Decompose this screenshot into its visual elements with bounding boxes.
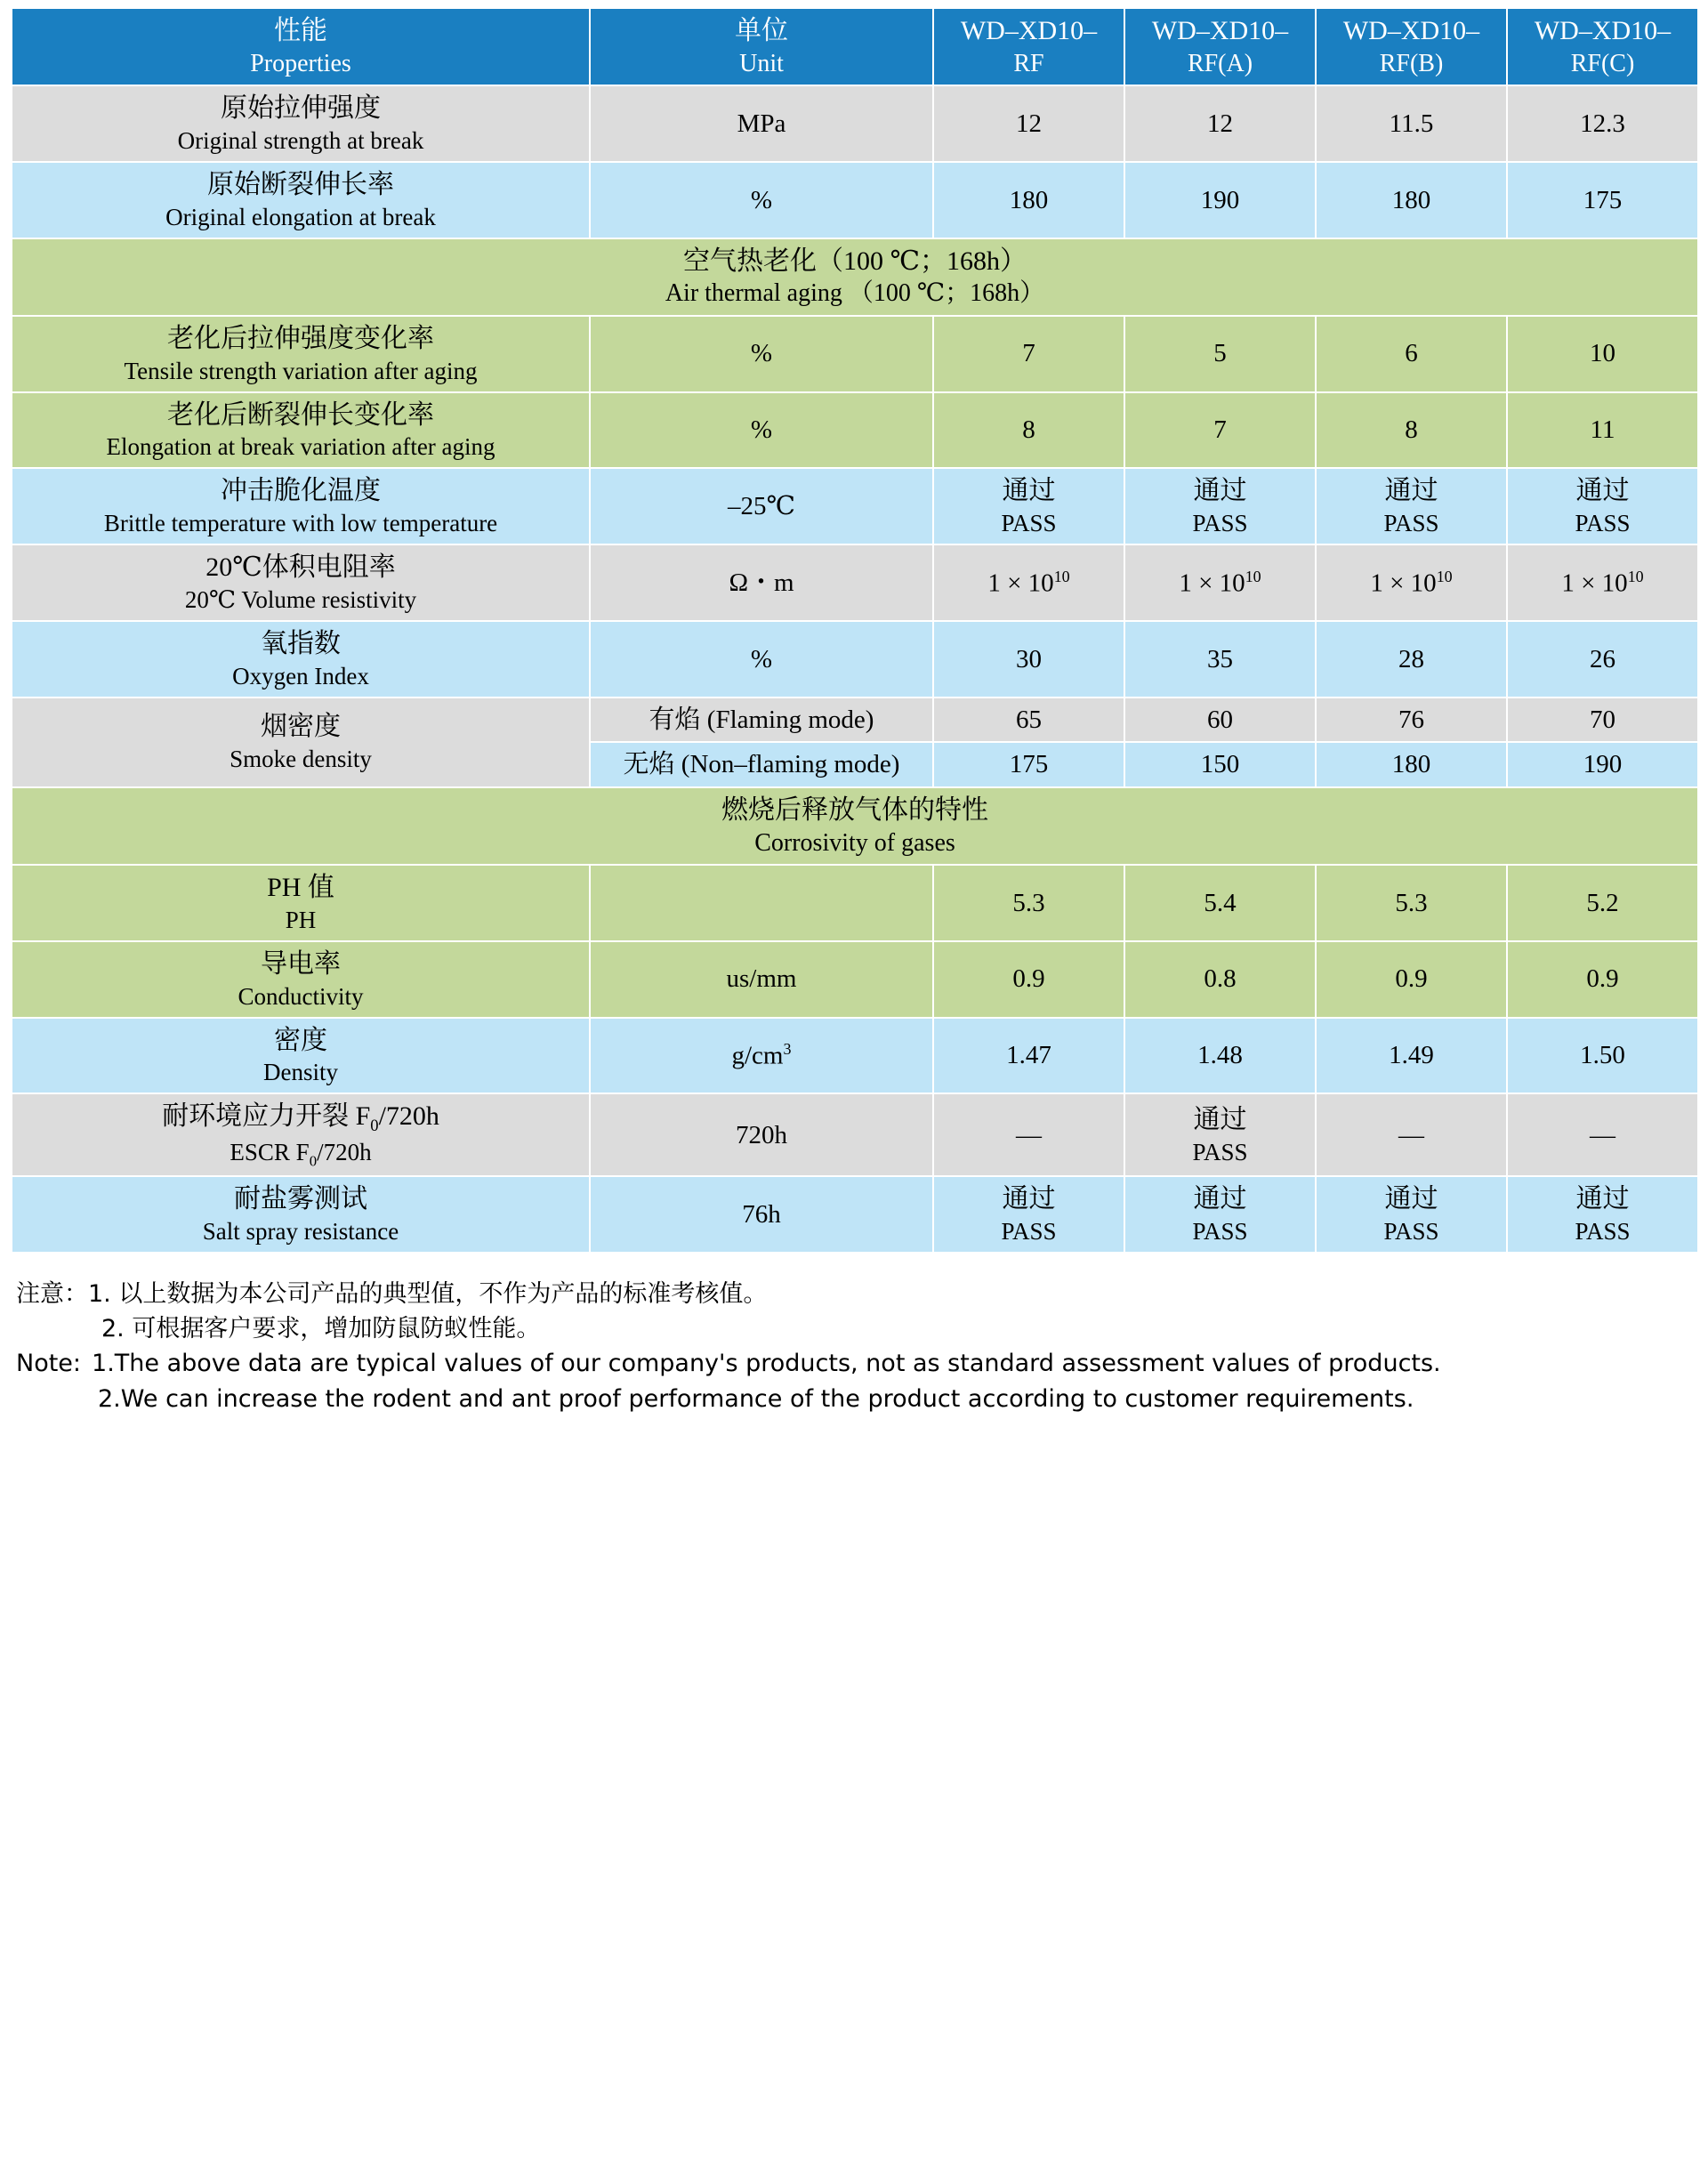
row-ph-rfa: 5.4 [1124,865,1316,941]
label-en: Original elongation at break [165,203,436,230]
row-ph-rfc: 5.2 [1507,865,1698,941]
band-corrosivity-cell [12,787,1698,865]
row-original-strength-label [12,85,590,162]
row-escr-rfa [1124,1093,1316,1176]
row-escr-label [12,1093,590,1176]
note-en-line2-row [16,1382,1692,1416]
label-en: 20℃ Volume resistivity [184,585,417,613]
row-volume-resistivity-rfc [1507,544,1698,621]
section-band-corrosivity [12,787,1698,865]
note-en-line1: 1.The above data are typical values of our company's products, not as standard assessment values of products. [92,1350,1441,1378]
row-elongation-variation-unit: % [590,392,933,469]
header-model-rfa-line1: WD–XD10– [1151,16,1289,45]
header-unit [590,8,933,85]
band-cn: 空气热老化（100 ℃；168h） [682,246,1027,276]
row-smoke-density-nonflaming-rf: 175 [933,742,1124,787]
label-en: PH [285,906,317,933]
row-oxygen-index-rf: 30 [933,621,1124,697]
band-en: Air thermal aging （100 ℃；168h） [665,279,1045,308]
table-body [12,85,1698,1253]
value-en: PASS [1001,1218,1057,1246]
table-row [12,865,1698,941]
row-density-unit [590,1018,933,1094]
note-cn-line2-row [16,1311,1692,1346]
row-original-strength-rfa: 12 [1124,85,1316,162]
row-volume-resistivity-rfa [1124,544,1316,621]
note-cn-line1: 1. 以上数据为本公司产品的典型值，不作为产品的标准考核值。 [88,1280,768,1309]
label-cn: 氧指数 [261,629,341,658]
row-original-strength-rf: 12 [933,85,1124,162]
header-model-rfc-line1: WD–XD10– [1534,16,1672,45]
row-elongation-variation-rfb: 8 [1316,392,1507,469]
value-exponent: 10 [1053,567,1070,585]
value-cn: 通过 [1193,1104,1247,1134]
row-original-elongation-unit: % [590,162,933,238]
row-oxygen-index-rfc: 26 [1507,621,1698,697]
row-elongation-variation-rfc: 11 [1507,392,1698,469]
row-tensile-variation-rf: 7 [933,316,1124,392]
row-original-elongation-label [12,162,590,238]
row-tensile-variation-rfc: 10 [1507,316,1698,392]
row-smoke-density-flaming-rfa: 60 [1124,697,1316,743]
row-tensile-variation-unit: % [590,316,933,392]
row-salt-spray-rf [933,1176,1124,1253]
row-brittle-temperature-rf [933,468,1124,544]
value-base: 1 × 10 [1179,568,1245,598]
row-oxygen-index-rfa: 35 [1124,621,1316,697]
row-salt-spray-rfb [1316,1176,1507,1253]
value-en: PASS [1001,510,1057,537]
label-en: Oxygen Index [232,662,369,689]
section-band-air-aging [12,238,1698,316]
label-cn [16,1100,585,1136]
unit-exponent: 3 [783,1039,792,1058]
row-ph-rf: 5.3 [933,865,1124,941]
label-cn: 密度 [274,1025,327,1055]
label-en: Salt spray resistance [202,1218,399,1246]
row-smoke-density-flaming-rfc: 70 [1507,697,1698,743]
row-conductivity-rfb: 0.9 [1316,941,1507,1018]
label-cn: 原始拉伸强度 [221,93,381,124]
row-escr-rfc: — [1507,1093,1698,1176]
label-en-sub: 0 [309,1152,318,1170]
row-conductivity-rfa: 0.8 [1124,941,1316,1018]
header-unit-cn: 单位 [735,16,788,45]
label-cn: 导电率 [261,948,341,979]
table-row [12,85,1698,162]
row-smoke-density-nonflaming-rfb: 180 [1316,742,1507,787]
header-properties [12,8,590,85]
row-salt-spray-rfc [1507,1176,1698,1253]
value-exponent: 10 [1436,567,1453,585]
row-tensile-variation-label [12,316,590,392]
row-brittle-temperature-rfb [1316,468,1507,544]
row-conductivity-rfc: 0.9 [1507,941,1698,1018]
value-cn: 通过 [1002,476,1056,506]
table-row [12,621,1698,697]
row-oxygen-index-label [12,621,590,697]
value-cn: 通过 [1575,1184,1630,1214]
header-model-rfc [1507,8,1698,85]
row-density-rfa: 1.48 [1124,1018,1316,1094]
row-volume-resistivity-unit: Ω・m [590,544,933,621]
row-elongation-variation-rfa: 7 [1124,392,1316,469]
row-original-strength-rfc: 12.3 [1507,85,1698,162]
value-cn: 通过 [1002,1184,1056,1214]
row-original-elongation-rfc: 175 [1507,162,1698,238]
value-cn: 通过 [1384,1184,1438,1214]
row-salt-spray-unit: 76h [590,1176,933,1253]
notes-label-en: Note: [16,1350,82,1378]
note-cn-line2: 2. 可根据客户要求，增加防鼠防蚁性能。 [101,1315,541,1343]
value-cn: 通过 [1575,476,1630,506]
value-base: 1 × 10 [1561,568,1628,598]
value-base: 1 × 10 [987,568,1054,598]
row-tensile-variation-rfb: 6 [1316,316,1507,392]
label-cn-sub: 0 [370,1117,379,1136]
table-row [12,697,1698,743]
value-cn: 通过 [1193,1184,1247,1214]
label-en: Elongation at break variation after aging [106,433,495,461]
note-cn-line1-row [16,1277,1692,1311]
row-volume-resistivity-rf [933,544,1124,621]
row-smoke-density-nonflaming-rfa: 150 [1124,742,1316,787]
table-row [12,941,1698,1018]
row-ph-rfb: 5.3 [1316,865,1507,941]
table-head [12,8,1698,85]
value-en: PASS [1383,510,1439,537]
row-conductivity-label [12,941,590,1018]
label-cn: 老化后断裂伸长变化率 [167,399,434,430]
row-escr-rfb: — [1316,1093,1507,1176]
table-row [12,1018,1698,1094]
value-cn: 通过 [1384,476,1438,506]
row-volume-resistivity-label [12,544,590,621]
table-row [12,1176,1698,1253]
unit-base: g/cm [731,1041,784,1070]
row-elongation-variation-label [12,392,590,469]
value-en: PASS [1575,510,1631,537]
label-en [16,1137,585,1170]
header-model-rfb-line1: WD–XD10– [1342,16,1480,45]
row-brittle-temperature-label [12,468,590,544]
row-smoke-density-flaming-rfb: 76 [1316,697,1507,743]
label-cn: 原始断裂伸长率 [207,169,394,199]
table-row [12,162,1698,238]
header-model-rfb-line2: RF(B) [1379,49,1444,77]
note-en-line2: 2.We can increase the rodent and ant proof performance of the product according to customer requirements. [98,1384,1414,1413]
value-en: PASS [1192,510,1248,537]
row-conductivity-unit: us/mm [590,941,933,1018]
label-cn-head: 耐环境应力开裂 F [162,1101,371,1132]
label-en: Smoke density [230,746,372,773]
label-en: Original strength at break [177,126,424,154]
row-density-rfb: 1.49 [1316,1018,1507,1094]
value-en: PASS [1192,1218,1248,1246]
label-en: Brittle temperature with low temperature [103,510,498,537]
row-brittle-temperature-rfa [1124,468,1316,544]
row-smoke-density-flaming-rf: 65 [933,697,1124,743]
value-en: PASS [1383,1218,1439,1246]
row-oxygen-index-unit: % [590,621,933,697]
label-en: Density [263,1059,338,1086]
properties-table [11,7,1699,1254]
row-ph-label [12,865,590,941]
label-cn: 耐盐雾测试 [234,1184,367,1214]
label-en: Tensile strength variation after aging [124,357,478,384]
band-air-aging-cell [12,238,1698,316]
row-brittle-temperature-rfc [1507,468,1698,544]
label-en-head: ESCR F [230,1138,310,1165]
notes-section [11,1277,1697,1425]
note-en-line1-row [16,1346,1692,1381]
header-model-rfc-line2: RF(C) [1570,49,1635,77]
label-cn: 老化后拉伸强度变化率 [167,323,434,353]
row-original-strength-unit: MPa [590,85,933,162]
row-density-rfc: 1.50 [1507,1018,1698,1094]
label-en: Conductivity [238,982,364,1010]
row-oxygen-index-rfb: 28 [1316,621,1507,697]
table-row [12,1093,1698,1176]
row-original-strength-rfb: 11.5 [1316,85,1507,162]
row-brittle-temperature-unit: –25℃ [590,468,933,544]
label-cn: 烟密度 [261,712,341,742]
row-conductivity-rf: 0.9 [933,941,1124,1018]
table-row [12,544,1698,621]
value-base: 1 × 10 [1370,568,1437,598]
row-smoke-density-label [12,697,590,787]
value-en: PASS [1575,1218,1631,1246]
row-elongation-variation-rf: 8 [933,392,1124,469]
header-model-rf-line1: WD–XD10– [960,16,1098,45]
header-unit-en: Unit [739,49,784,77]
row-escr-unit: 720h [590,1093,933,1176]
label-cn: PH 值 [267,872,334,902]
row-density-rf: 1.47 [933,1018,1124,1094]
label-en-tail: /720h [317,1138,372,1165]
row-original-elongation-rf: 180 [933,162,1124,238]
row-density-label [12,1018,590,1094]
row-original-elongation-rfb: 180 [1316,162,1507,238]
table-row [12,316,1698,392]
label-cn: 冲击脆化温度 [221,476,381,506]
row-original-elongation-rfa: 190 [1124,162,1316,238]
value-exponent: 10 [1627,567,1644,585]
label-cn-tail: /720h [378,1101,439,1132]
row-escr-rf: — [933,1093,1124,1176]
table-row [12,468,1698,544]
label-cn: 20℃体积电阻率 [205,552,396,583]
table-row [12,392,1698,469]
row-salt-spray-label [12,1176,590,1253]
header-row [12,8,1698,85]
value-cn: 通过 [1193,476,1247,506]
header-model-rf [933,8,1124,85]
header-model-rfa [1124,8,1316,85]
value-en: PASS [1192,1138,1248,1165]
band-cn: 燃烧后释放气体的特性 [721,794,988,825]
row-tensile-variation-rfa: 5 [1124,316,1316,392]
header-model-rfa-line2: RF(A) [1187,49,1253,77]
notes-label-cn: 注意： [16,1280,88,1309]
row-smoke-density-nonflaming-unit: 无焰 (Non–flaming mode) [590,742,933,787]
row-salt-spray-rfa [1124,1176,1316,1253]
row-smoke-density-flaming-unit: 有焰 (Flaming mode) [590,697,933,743]
header-model-rfb [1316,8,1507,85]
header-model-rf-line2: RF [1013,49,1044,77]
row-volume-resistivity-rfb [1316,544,1507,621]
band-en: Corrosivity of gases [754,828,955,857]
row-ph-unit [590,865,933,941]
row-smoke-density-nonflaming-rfc: 190 [1507,742,1698,787]
header-properties-cn: 性能 [274,16,327,45]
value-exponent: 10 [1245,567,1261,585]
header-properties-en: Properties [250,49,351,77]
